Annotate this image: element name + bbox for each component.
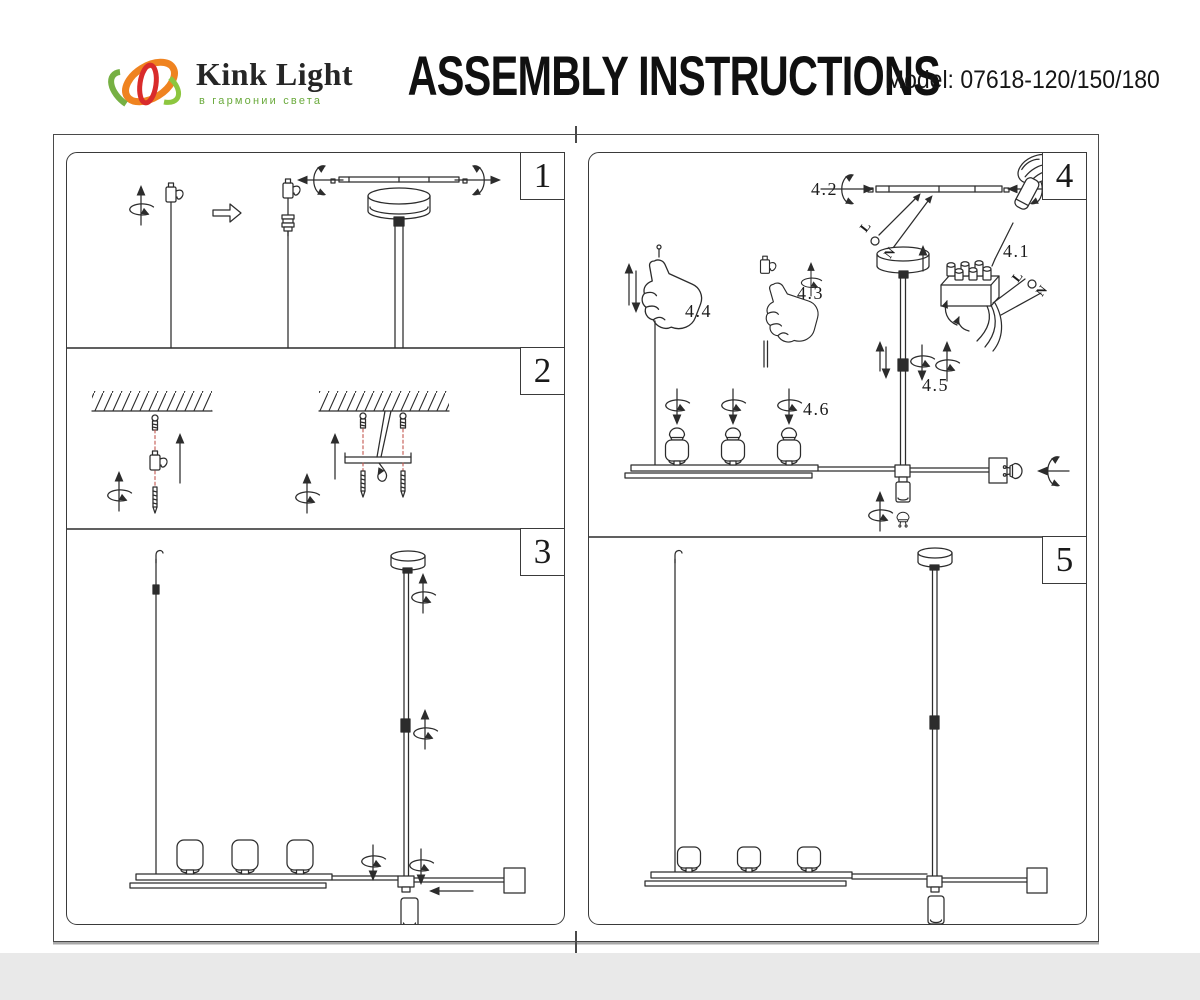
threaded-screw-icon — [361, 471, 365, 497]
threaded-screw-icon — [153, 487, 157, 513]
step-label-4-1: 4.1 — [1003, 241, 1030, 261]
screwdriver-icon — [1013, 176, 1040, 211]
diagram-sheet — [53, 134, 1099, 942]
cable-gripper-icon — [761, 256, 776, 273]
rotate-icon — [869, 491, 893, 531]
panels-1-2-3-drawing — [67, 153, 564, 924]
lamp-shade — [232, 840, 258, 874]
panel-number-label: 5 — [1055, 540, 1074, 579]
panel1-hang-wire-and-canopy — [130, 163, 501, 348]
end-cap — [989, 458, 1007, 483]
panel-number-1 — [520, 152, 565, 200]
panel5-final-fixture — [645, 548, 1047, 924]
lamp-socket — [722, 440, 745, 465]
cross-junction — [398, 876, 414, 892]
panels-4-5-drawing — [589, 153, 1086, 924]
panel2-ceiling-fixing — [92, 391, 449, 513]
ceiling-bracket — [331, 177, 467, 183]
step-label-4-6: 4.6 — [803, 399, 830, 419]
lamp-shade — [738, 847, 761, 872]
model-number: Model: 07618-120/150/180 — [885, 66, 1160, 94]
left-panel-column — [66, 152, 565, 925]
screw-anchor-icon — [360, 413, 366, 428]
brand-tagline: в гармонии света — [199, 95, 323, 107]
wire-end-symbol — [871, 237, 879, 245]
ceiling-canopy — [918, 548, 952, 876]
ceiling-bracket — [868, 186, 1009, 192]
panel-number-2 — [520, 347, 565, 395]
panel-number-4 — [1042, 152, 1087, 200]
lamp-socket — [666, 440, 689, 465]
page-title: ASSEMBLY INSTRUCTIONS — [407, 44, 941, 107]
lamp-shade — [177, 840, 203, 874]
spotlight-cylinder — [896, 482, 910, 502]
rotate-icon — [108, 471, 132, 511]
panel3-assembled-fixture — [130, 551, 525, 924]
cable-gripper-icon — [150, 451, 167, 470]
lamp-shade — [678, 847, 701, 872]
spotlight-cylinder — [928, 896, 944, 924]
panel-number-label: 4 — [1055, 156, 1074, 195]
panel-number-label: 2 — [533, 351, 552, 390]
cable-gripper-icon — [283, 179, 300, 198]
next-step-arrow-icon — [213, 204, 241, 222]
center-mark-top — [575, 126, 577, 143]
rotate-icon — [296, 473, 320, 513]
step-label-4-2: 4.2 — [811, 179, 838, 199]
right-panel-column — [588, 152, 1087, 925]
cable-gripper-icon — [166, 183, 183, 202]
step-label-4-5: 4.5 — [922, 375, 949, 395]
panel-number-label: 3 — [533, 532, 552, 571]
brand-name: Kink Light — [196, 56, 354, 92]
cross-junction — [895, 465, 910, 482]
rotate-icon — [412, 573, 436, 613]
lamp-shade — [798, 847, 821, 872]
screw-anchor-icon — [400, 413, 406, 428]
lamp-bar — [130, 874, 398, 888]
scan-page-edge — [0, 953, 1200, 1000]
lamp-socket — [778, 440, 801, 465]
panel-number-3 — [520, 528, 565, 576]
rotate-icon — [414, 709, 438, 749]
live-wire-label: L — [1008, 268, 1026, 285]
hook-icon — [675, 551, 682, 563]
panel-number-5 — [1042, 536, 1087, 584]
ceiling-hatch — [92, 391, 212, 411]
panel4-wiring-and-assembly — [625, 153, 1081, 531]
spotlight-cylinder — [401, 898, 418, 924]
center-mark-bottom — [575, 931, 577, 953]
hook-icon — [156, 551, 163, 563]
rotate-icon — [130, 185, 154, 225]
gu10-bulb-icon — [897, 512, 909, 527]
neutral-wire-label: N — [1032, 282, 1051, 300]
step-label-4-4: 4.4 — [685, 301, 712, 321]
lamp-bar — [645, 872, 927, 886]
ceiling-canopy — [391, 551, 425, 876]
cross-junction — [927, 876, 942, 892]
kink-light-logo-icon — [106, 42, 192, 126]
lamp-shade — [287, 840, 313, 874]
ceiling-hatch — [319, 391, 449, 411]
end-cap — [1027, 868, 1047, 893]
step-label-4-3: 4.3 — [797, 283, 824, 303]
screw-anchor-icon — [152, 415, 158, 430]
terminal-block-icon — [941, 261, 1002, 351]
threaded-adjuster-icon — [282, 215, 294, 236]
bulb-insert-group — [666, 389, 802, 447]
end-cap — [504, 868, 525, 893]
lamp-bar — [625, 465, 895, 478]
neutral-wire-label: N — [880, 244, 899, 262]
threaded-screw-icon — [401, 471, 405, 497]
panel-number-label: 1 — [533, 156, 552, 195]
ceiling-canopy — [368, 188, 430, 348]
live-wire-label: L — [856, 218, 874, 235]
